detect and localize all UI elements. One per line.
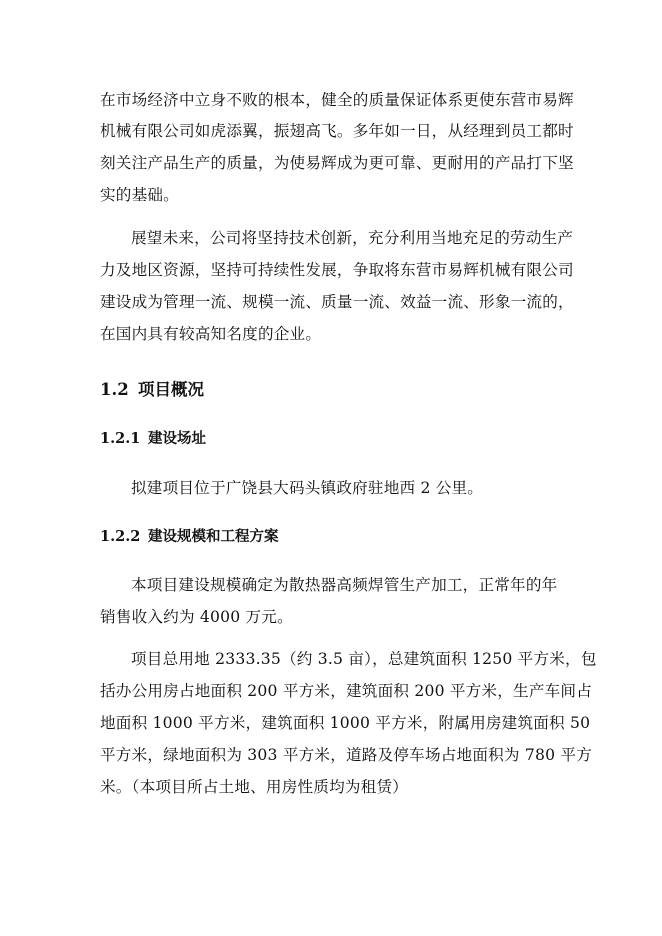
section-heading-1-2-1 <box>100 429 206 449</box>
paragraph-5-line-1: 项目总用地 2333.35（约 3.5 亩），总建筑面积 1250 平方米，包 <box>131 650 597 668</box>
paragraph-5-line-2: 括办公用房占地面积 200 平方米，建筑面积 200 平方米，生产车间占 <box>100 682 592 700</box>
section-number: 1.2.2 <box>100 528 141 545</box>
paragraph-5-line-4: 平方米，绿地面积为 303 平方米，道路及停车场占地面积为 780 平方 <box>100 746 592 764</box>
paragraph-1-line-4: 实的基础。 <box>100 186 179 204</box>
paragraph-5-line-3: 地面积 1000 平方米，建筑面积 1000 平方米，附属用房建筑面积 50 <box>100 714 591 732</box>
section-title: 项目概况 <box>138 380 204 399</box>
paragraph-2-line-3: 建设成为管理一流、规模一流、质量一流、效益一流、形象一流的， <box>100 293 574 311</box>
section-heading-1-2 <box>100 379 204 401</box>
section-heading-1-2-2 <box>100 527 279 547</box>
paragraph-2-line-1: 展望未来，公司将坚持技术创新，充分利用当地充足的劳动生产 <box>131 229 574 247</box>
paragraph-3-line-1: 拟建项目位于广饶县大码头镇政府驻地西 2 公里。 <box>131 479 484 497</box>
section-title: 建设规模和工程方案 <box>148 529 279 545</box>
paragraph-2-line-4: 在国内具有较高知名度的企业。 <box>100 325 322 343</box>
paragraph-4-line-1: 本项目建设规模确定为散热器高频焊管生产加工，正常年的年 <box>131 576 558 594</box>
paragraph-1-line-1: 在市场经济中立身不败的根本，健全的质量保证体系更使东营市易辉 <box>100 91 574 109</box>
paragraph-1-line-3: 刻关注产品生产的质量，为使易辉成为更可靠、更耐用的产品打下坚 <box>100 154 574 172</box>
paragraph-1-line-2: 机械有限公司如虎添翼，振翅高飞。多年如一日，从经理到员工都时 <box>100 122 574 140</box>
section-number: 1.2.1 <box>100 430 141 447</box>
paragraph-4-line-2: 销售收入约为 4000 万元。 <box>100 608 293 626</box>
paragraph-5-line-5: 米。（本项目所占土地、用房性质均为租赁） <box>100 778 409 796</box>
paragraph-2-line-2: 力及地区资源，坚持可持续性发展，争取将东营市易辉机械有限公司 <box>100 261 574 279</box>
section-title: 建设场址 <box>148 431 206 447</box>
section-number: 1.2 <box>100 380 129 399</box>
